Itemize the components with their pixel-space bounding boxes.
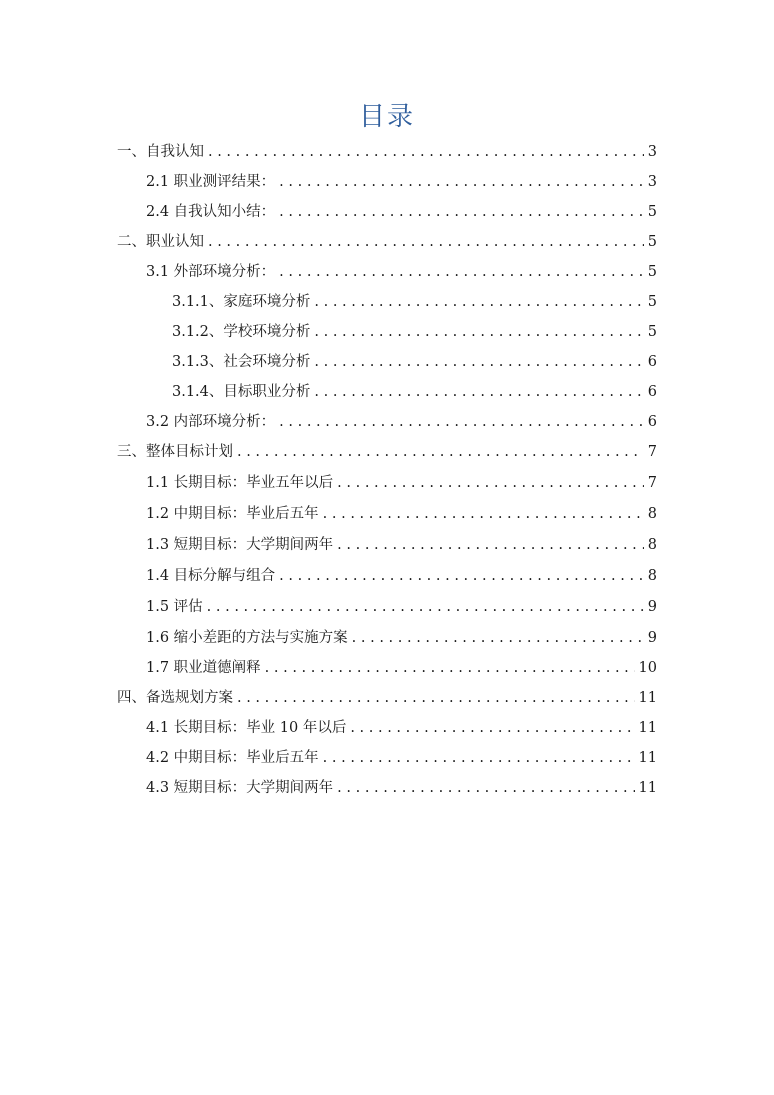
toc-entry-page: 3 [647, 174, 657, 190]
toc-entry-page: 8 [647, 506, 657, 522]
toc-leader [314, 347, 643, 377]
toc-entry-label: 1.5 评估 [146, 599, 203, 615]
toc-entry-label: 二、职业认知 [117, 234, 204, 250]
toc-entry[interactable] [117, 227, 657, 257]
toc-entry[interactable] [146, 257, 657, 287]
toc-entry[interactable] [146, 468, 657, 498]
toc-entry[interactable] [172, 317, 657, 347]
toc-entry-page: 6 [647, 414, 657, 430]
toc-entry-label: 3.1.1、家庭环境分析 [172, 294, 311, 310]
toc-entry-label: 4.3 短期目标：大学期间两年 [146, 780, 334, 796]
toc-entry-label: 三、整体目标计划 [117, 444, 233, 460]
toc-leader [323, 743, 635, 773]
toc-entry-label: 3.1.2、学校环境分析 [172, 324, 311, 340]
toc-leader [279, 167, 644, 197]
toc-leader [279, 197, 644, 227]
toc-leader [208, 227, 644, 257]
toc-entry-label: 3.1.4、目标职业分析 [172, 384, 311, 400]
toc-entry-label: 1.2 中期目标：毕业后五年 [146, 506, 319, 522]
toc-leader [314, 317, 643, 347]
toc-entry-page: 6 [647, 354, 657, 370]
toc-entry[interactable] [146, 713, 657, 743]
toc-leader [350, 713, 634, 743]
toc-entry-page: 7 [647, 444, 657, 460]
page-title: 目录 [358, 102, 415, 132]
toc-entry[interactable] [146, 773, 657, 803]
toc-leader [337, 530, 644, 560]
toc-entry-label: 4.2 中期目标：毕业后五年 [146, 750, 319, 766]
toc-entry-page: 8 [647, 568, 657, 584]
toc-leader [279, 561, 644, 591]
toc-leader [314, 287, 643, 317]
toc-entry[interactable] [146, 743, 657, 773]
toc-entry-label: 1.1 长期目标：毕业五年以后 [146, 475, 334, 491]
toc-leader [337, 773, 634, 803]
toc-entry-label: 四、备选规划方案 [117, 690, 233, 706]
toc-entry-label: 1.6 缩小差距的方法与实施方案 [146, 630, 348, 646]
toc-entry-page: 5 [647, 264, 657, 280]
toc-entry-page: 11 [638, 750, 657, 766]
toc-entry[interactable] [146, 592, 657, 622]
toc-leader [323, 499, 644, 529]
toc-entry-page: 5 [647, 234, 657, 250]
toc-entry-page: 7 [647, 475, 657, 491]
toc-leader [237, 683, 635, 713]
toc-leader [237, 437, 644, 467]
toc-entry-label: 2.4 自我认知小结： [146, 204, 276, 220]
toc-entry[interactable] [146, 499, 657, 529]
toc-entry[interactable] [146, 530, 657, 560]
toc-leader [265, 653, 635, 683]
toc-entry-label: 1.4 目标分解与组合 [146, 568, 276, 584]
toc-entry[interactable] [146, 653, 657, 683]
toc-leader [279, 257, 644, 287]
toc-entry[interactable] [146, 623, 657, 653]
toc-entry-label: 3.1 外部环境分析： [146, 264, 276, 280]
toc-entry[interactable] [117, 437, 657, 467]
toc-entry[interactable] [146, 561, 657, 591]
toc-entry-page: 3 [647, 144, 657, 160]
toc-leader [352, 623, 644, 653]
toc-entry-page: 11 [638, 690, 657, 706]
toc-entry-page: 11 [638, 720, 657, 736]
toc-entry-page: 9 [647, 599, 657, 615]
toc-entry-label: 3.1.3、社会环境分析 [172, 354, 311, 370]
toc-entry[interactable] [172, 347, 657, 377]
toc-entry-label: 1.3 短期目标：大学期间两年 [146, 537, 334, 553]
toc-entry-page: 9 [647, 630, 657, 646]
toc-leader [208, 137, 644, 167]
toc-entry-page: 11 [638, 780, 657, 796]
toc-entry-label: 3.2 内部环境分析： [146, 414, 276, 430]
toc-entry-page: 5 [647, 294, 657, 310]
toc-entry-page: 5 [647, 204, 657, 220]
toc-entry[interactable] [172, 287, 657, 317]
toc-leader [314, 377, 643, 407]
toc-entry[interactable] [146, 407, 657, 437]
toc-entry[interactable] [117, 683, 657, 713]
toc-entry-page: 6 [647, 384, 657, 400]
toc-entry-page: 10 [638, 660, 657, 676]
toc-entry-label: 4.1 长期目标：毕业 10 年以后 [146, 720, 347, 736]
toc-entry[interactable] [146, 167, 657, 197]
toc-entry-label: 2.1 职业测评结果： [146, 174, 276, 190]
toc-entry-page: 8 [647, 537, 657, 553]
toc-leader [279, 407, 644, 437]
toc-entry-label: 1.7 职业道德阐释 [146, 660, 261, 676]
toc-entry-page: 5 [647, 324, 657, 340]
toc-entry-label: 一、自我认知 [117, 144, 204, 160]
toc-entry[interactable] [172, 377, 657, 407]
toc-leader [337, 468, 644, 498]
toc-leader [207, 592, 644, 622]
toc-entry[interactable] [117, 137, 657, 167]
toc-entry[interactable] [146, 197, 657, 227]
